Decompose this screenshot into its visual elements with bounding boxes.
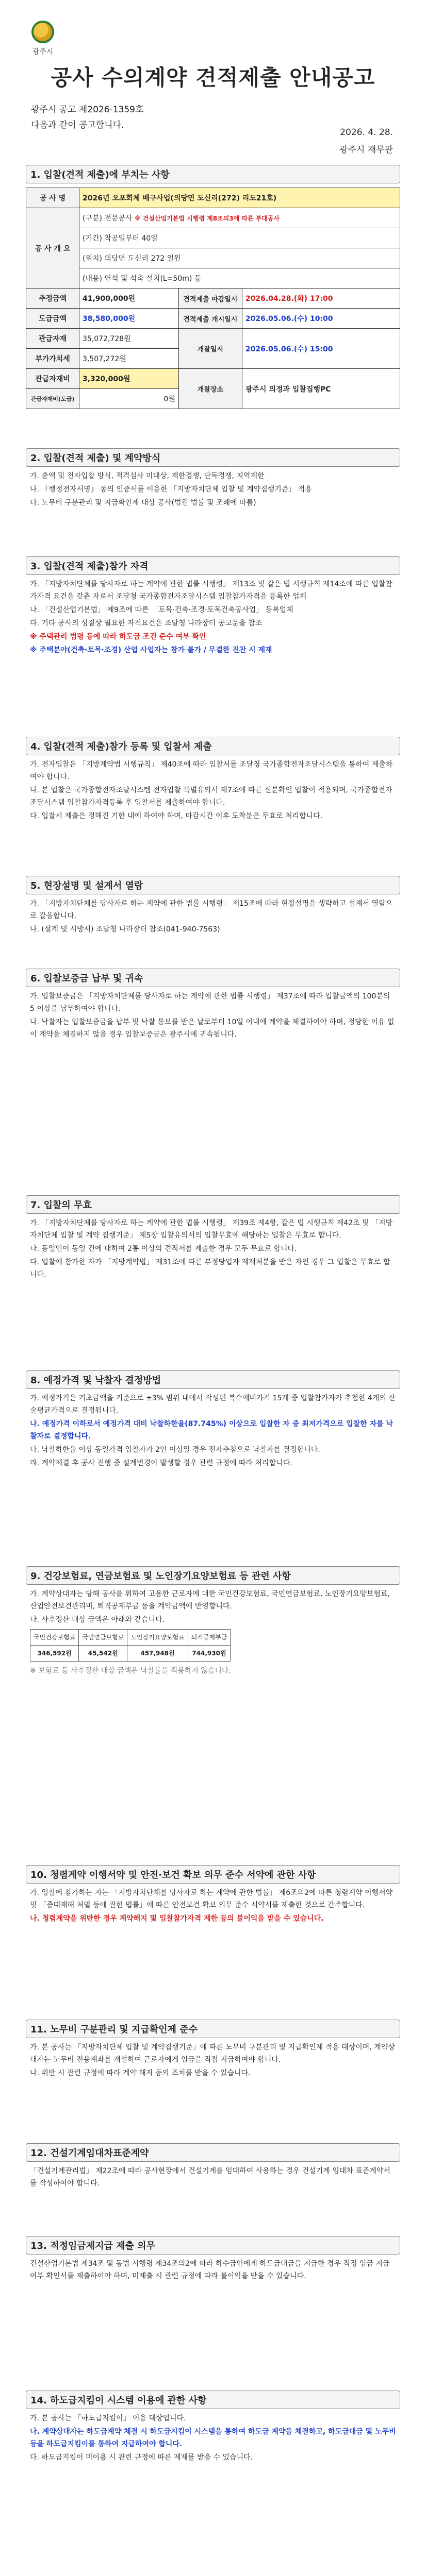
section-title: 2. 입찰(견적 제출) 및 계약방식 [26, 448, 400, 467]
section-site-briefing [26, 876, 400, 937]
amount-estimated: 41,900,000원 [79, 289, 179, 309]
text-line: 다. 입찰서 제출은 정해진 기한 내에 하여야 하며, 마감시간 이후 도착분은 무효로 처리합니다. [30, 812, 323, 820]
value-place: 광주시 의정과 입찰집행PC [242, 369, 400, 409]
date-block [339, 124, 393, 159]
notice-number: 광주시 공고 제2026-1359호 [31, 105, 144, 115]
section-title: 3. 입찰(견적 제출)참가 자격 [26, 556, 400, 575]
issuer: 광주시 재무관 [339, 145, 393, 155]
text-line: 나. 본 입찰은 국가종합전자조달시스템 전자입찰 특별유의서 제7조에 따른 신분확인 입찰이 적용되며, 국가종합전자조달시스템 입찰참가자격등록 후 입찰서를 제출하여야 합니다. [30, 786, 392, 807]
text-line: 나. 계약상대자는 하도급계약 체결 시 하도급지킴이 시스템을 통하여 하도급 계약을 체결하고, 하도급대금 및 노무비 등을 하도급지킴이를 통하여 지급하여야 합니다. [30, 2428, 396, 2448]
text-line: 가. 본 공사는 「하도급지킴이」 이용 대상입니다. [30, 2414, 186, 2422]
text-line: 다. 노무비 구분관리 및 지급확인제 대상 공사(법원 법률 및 조례에 따름) [30, 499, 256, 507]
section-title: 4. 입찰(견적 제출)참가 등록 및 입찰서 제출 [26, 737, 400, 755]
value-opening-time: 2026.05.06.(수) 15:00 [242, 329, 400, 369]
section-title: 8. 예정가격 및 낙찰자 결정방법 [26, 1370, 400, 1389]
label-extra: 관급자재비(도급) [26, 389, 79, 409]
label-vat: 부가가치세 [26, 349, 79, 369]
section-title: 5. 현장설명 및 설계서 열람 [26, 876, 400, 894]
insurance-header: 퇴직공제부금 [188, 1630, 231, 1646]
text-line: 가. 「지방자치단체를 당사자로 하는 계약에 관한 법률 시행령」 제15조에 따라 현장설명을 생략하고 설계서 열람으로 갈음합니다. [30, 900, 393, 920]
text-line: 나. 『행정전자서명』 동의 인증서를 이용한 「지방자치단체 입찰 및 계약집행기준」 적용 [30, 485, 312, 494]
label-contract: 도급금액 [26, 309, 79, 329]
text-line: 라. 계약체결 후 공사 진행 중 설계변경이 발생할 경우 관련 규정에 따라 처리합니다. [30, 1459, 292, 1467]
overview-location: (위치) 의당면 도신리 272 일원 [79, 248, 400, 268]
text-line: 나. 청렴계약을 위반한 경우 계약해지 및 입찰참가자격 제한 등의 불이익을 받을 수 있습니다. [30, 1914, 324, 1923]
section-invalid-bids [26, 1195, 400, 1282]
insurance-value: 45,542원 [79, 1646, 127, 1662]
section-fair-wage [26, 2236, 400, 2283]
city-emblem-icon [31, 21, 54, 43]
label-estimated: 추정금액 [26, 289, 79, 309]
text-line: 가. 「지방자치단체를 당사자로 하는 계약에 관한 법률 시행령」 제13조 및 같은 법 시행규칙 제14조에 따른 입찰참가자격 요건을 갖춘 자로서 조달청 국가종합전자조달시스템 입찰참가자격을 등록한 업체 [30, 580, 392, 601]
section-title: 7. 입찰의 무효 [26, 1195, 400, 1214]
label-overview: 공 사 개 요 [26, 208, 79, 289]
text-line: 가. 총액 및 전자입찰 방식, 적격심사 미대상, 제한경쟁, 단독경쟁, 지역제한 [30, 472, 265, 480]
section-bid-items [26, 165, 400, 409]
text-line: 나. 동일인이 동일 건에 대하여 2통 이상의 견적서를 제출한 경우 모두 무효로 합니다. [30, 1245, 297, 1253]
text-line: 나. 예정가격 이하로서 예정가격 대비 낙찰하한율(87.745%) 이상으로 입찰한 자 중 최저가격으로 입찰한 자를 낙찰자로 결정합니다. [30, 1420, 394, 1440]
insurance-header: 국민건강보험료 [30, 1630, 79, 1646]
city-logo [25, 21, 61, 57]
text-line: 건설산업기본법 제34조 및 동법 시행령 제34조의2에 따라 하수급인에게 하도급대금을 지급한 경우 적정 임금 지급 여부 확인서를 제출하여야 하며, 미제출 시 관련 규정에 따라 불이익을 받을 수 있습니다. [30, 2260, 390, 2280]
label-opening-time: 개찰일시 [178, 329, 242, 369]
text-line: 「건설기계관리법」 제22조에 따라 공사현장에서 건설기계를 임대하여 사용하는 경우 건설기계 임대차 표준계약서를 작성하여야 합니다. [30, 2167, 390, 2188]
text-line: 나. 「건설산업기본법」 제9조에 따른 「토목·건축·조경·토목건축공사업」 등록업체 [30, 606, 293, 614]
notice-line: ※ 주택분야(건축·토목·조경) 산업 사업자는 참가 불가 / 무결한 진찬 시 제재 [30, 646, 272, 654]
section-labor-cost [26, 2020, 400, 2080]
insurance-value: 744,930원 [188, 1646, 231, 1662]
section-insurance [26, 1566, 400, 1678]
notice-intro: 다음과 같이 공고합니다. [31, 120, 124, 130]
text-line: 가. 「지방자치단체를 당사자로 하는 계약에 관한 법률 시행령」 제39조 제4항, 같은 법 시행규칙 제42조 및 「지방자치단체 입찰 및 계약 집행기준」 제5장 입찰유의서의 입찰무효에 해당하는 입찰은 무효로 합니다. [30, 1219, 393, 1240]
text-line: 나. 낙찰자는 입찰보증금을 납부 및 낙찰 통보를 받은 날로부터 10일 이내에 계약을 체결하여야 하며, 정당한 이유 없이 계약을 체결하지 않을 경우 입찰보증금은 광주시에 귀속됩니다. [30, 1018, 395, 1039]
section-title: 14. 하도급지킴이 시스템 이용에 관한 사항 [26, 2391, 400, 2409]
logo-label: 광주시 [32, 48, 54, 56]
section-contract-method [26, 448, 400, 510]
label-place: 개찰장소 [178, 369, 242, 409]
section-title: 13. 적정임금제지급 제출 의무 [26, 2236, 400, 2255]
text-line: 나. 위반 시 관련 규정에 따라 계약 해지 등의 조치를 받을 수 있습니다. [30, 2069, 251, 2077]
text-line: 가. 전자입찰은 「지방계약법 시행규칙」 제40조에 따라 입찰서를 조달청 국가종합전자조달시스템을 통하여 제출하여야 합니다. [30, 760, 393, 781]
section-registration [26, 737, 400, 823]
amount-supplied: 35,072,728원 [79, 329, 179, 349]
text-line: 가. 계약상대자는 당해 공사를 위하여 고용한 근로자에 대한 국민건강보험료, 국민연금보험료, 노인장기요양보험료, 산업안전보건관리비, 퇴직공제부금 등을 계약금액에 반영합니다. [30, 1590, 390, 1611]
overview-period: (기간) 착공일부터 40일 [79, 228, 400, 248]
value-deadline: 2026.04.28.(화) 17:00 [242, 289, 400, 309]
text-line: 가. 본 공사는 「지방자치단체 입찰 및 계약집행기준」에 따른 노무비 구분관리 및 지급확인제 적용 대상이며, 계약상대자는 노무비 전용계좌를 개설하여 근로자에게 임금을 직접 지급하여야 합니다. [30, 2043, 395, 2064]
section-award-method [26, 1370, 400, 1470]
text-line: 가. 입찰에 참가하는 자는 「지방자치단체를 당사자로 하는 계약에 관한 법률」 제6조의2에 따른 청렴계약 이행서약 및 「중대재해 처벌 등에 관한 법률」에 따른 안전보건 확보 의무 준수 서약서를 제출한 것으로 간주합니다. [30, 1889, 393, 1909]
section-subcontract [26, 2391, 400, 2465]
insurance-table [30, 1629, 231, 1662]
section-title: 6. 입찰보증금 납부 및 귀속 [26, 969, 400, 987]
section-title: 11. 노무비 구분관리 및 지급확인제 준수 [26, 2020, 400, 2038]
label-project-name: 공 사 명 [26, 188, 79, 208]
section-title: 9. 건강보험료, 연금보험료 및 노인장기요양보험료 등 관련 사항 [26, 1566, 400, 1585]
page-title: 공사 수의계약 견적제출 안내공고 [51, 65, 375, 90]
notice-header [31, 102, 143, 133]
bid-info-table [26, 188, 400, 409]
amount-extra: 0원 [79, 389, 179, 409]
overview-row [79, 208, 400, 228]
section-title: 1. 입찰(견적 제출)에 부치는 사항 [26, 165, 400, 183]
section-bid-bond [26, 969, 400, 1042]
text-line: 나. (설계 및 시방서) 조달청 나라장터 참조(041-940-7563) [30, 925, 220, 934]
insurance-header: 국민연금보험료 [79, 1630, 127, 1646]
section-integrity [26, 1865, 400, 1926]
insurance-value: 457,948원 [127, 1646, 188, 1662]
warning-line: ※ 주택관리 법령 등에 따라 하도급 조건 준수 여부 확인 [30, 633, 206, 641]
amount-contract: 38,580,000원 [79, 309, 179, 329]
text-line: ※ 보험료 등 사후정산 대상 금액은 낙찰률을 적용하지 않습니다. [30, 1667, 231, 1675]
label-supplied: 관급자재 [26, 329, 79, 349]
amount-vat: 3,507,272원 [79, 349, 179, 369]
section-title: 12. 건설기계임대차표준계약 [26, 2143, 400, 2162]
text-line: 가. 예정가격은 기초금액을 기준으로 ±3% 범위 내에서 작성된 복수예비가격 15개 중 입찰참가자가 추첨한 4개의 산술평균가격으로 결정됩니다. [30, 1394, 396, 1415]
label-deadline: 견적제출 마감일시 [178, 289, 242, 309]
section-machinery [26, 2143, 400, 2191]
insurance-value: 346,592원 [30, 1646, 79, 1662]
project-name: 2026년 오포회체 배구사업(의당면 도신리(272) 리도21호) [79, 188, 400, 208]
notice-date: 2026. 4. 28. [340, 127, 393, 138]
value-open: 2026.05.06.(수) 10:00 [242, 309, 400, 329]
text-line: 다. 기타 공사의 성질상 필요한 자격요건은 조달청 나라장터 공고문을 참조 [30, 619, 263, 628]
amount-material: 3,320,000원 [79, 369, 179, 389]
label-open: 견적제출 개시일시 [178, 309, 242, 329]
text-line: 다. 하도급지킴이 미이용 시 관련 규정에 따른 제재를 받을 수 있습니다. [30, 2453, 253, 2462]
overview-content: (내용) 연석 및 석축 설치(L=50m) 등 [79, 268, 400, 289]
text-line: 다. 입찰에 참가한 자가 「지방계약법」 제31조에 따른 부정당업자 제재처분을 받은 자인 경우 그 입찰은 무효로 합니다. [30, 1258, 390, 1279]
overview-type: (구분) 전문공사 [83, 214, 133, 223]
text-line: 가. 입찰보증금은 「지방자치단체를 당사자로 하는 계약에 관한 법률 시행령」 제37조에 따라 입찰금액의 100분의 5 이상을 납부하여야 합니다. [30, 992, 390, 1013]
text-line: 다. 낙찰하한율 이상 동일가격 입찰자가 2인 이상일 경우 전자추첨으로 낙찰자를 결정합니다. [30, 1446, 320, 1454]
section-title: 10. 청렴계약 이행서약 및 안전·보건 확보 의무 준수 서약에 관한 사항 [26, 1865, 400, 1884]
section-eligibility [26, 556, 400, 657]
overview-type-note: ※ 건설산업기본법 시행령 제8조의3에 따른 부대공사 [134, 215, 280, 222]
text-line: 나. 사후정산 대상 금액은 아래와 같습니다. [30, 1616, 165, 1624]
insurance-header: 노인장기요양보험료 [127, 1630, 188, 1646]
label-material: 관급자재비 [26, 369, 79, 389]
